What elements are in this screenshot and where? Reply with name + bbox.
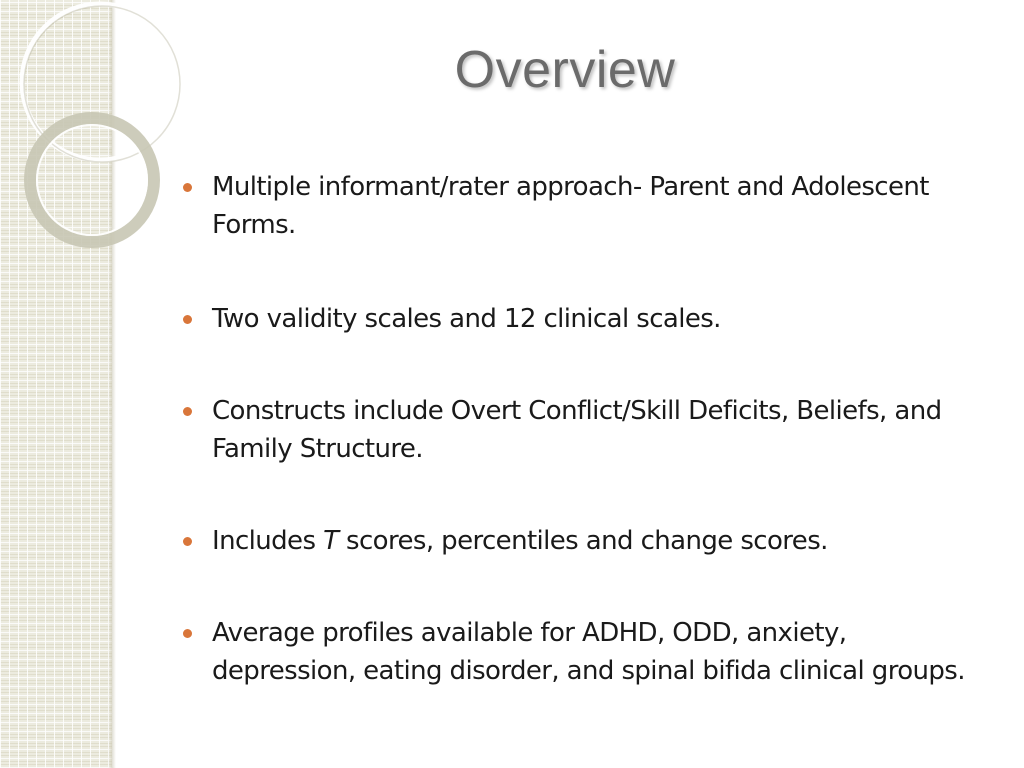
slide-title: Overview [454,41,676,99]
bullet-item [180,614,980,690]
side-panel-texture [0,0,112,768]
bullet-dot-icon [183,407,192,416]
side-panel-edge [108,0,116,768]
bullet-dot-icon [183,315,192,324]
bullet-item [180,522,828,560]
bullet-text-pre: Includes [212,526,324,556]
bullet-text: Multiple informant/rater approach- Parent and Adolescent Forms. [212,172,929,240]
bullet-dot-icon [183,537,192,546]
bullet-item [180,392,980,468]
bullet-dot-icon [183,629,192,638]
bullet-dot-icon [183,183,192,192]
bullet-item [180,300,721,338]
bullet-text-post: scores, percentiles and change scores. [338,526,828,556]
bullet-item [180,168,980,244]
bullet-text-italic: T [323,526,339,556]
bullet-text: Average profiles available for ADHD, ODD, anxiety, depression, eating disorder, and spinal bifida clinical groups. [212,618,965,686]
bullet-text: Two validity scales and 12 clinical scales. [212,304,721,334]
bullet-text: Constructs include Overt Conflict/Skill Deficits, Beliefs, and Family Structure. [212,396,942,464]
